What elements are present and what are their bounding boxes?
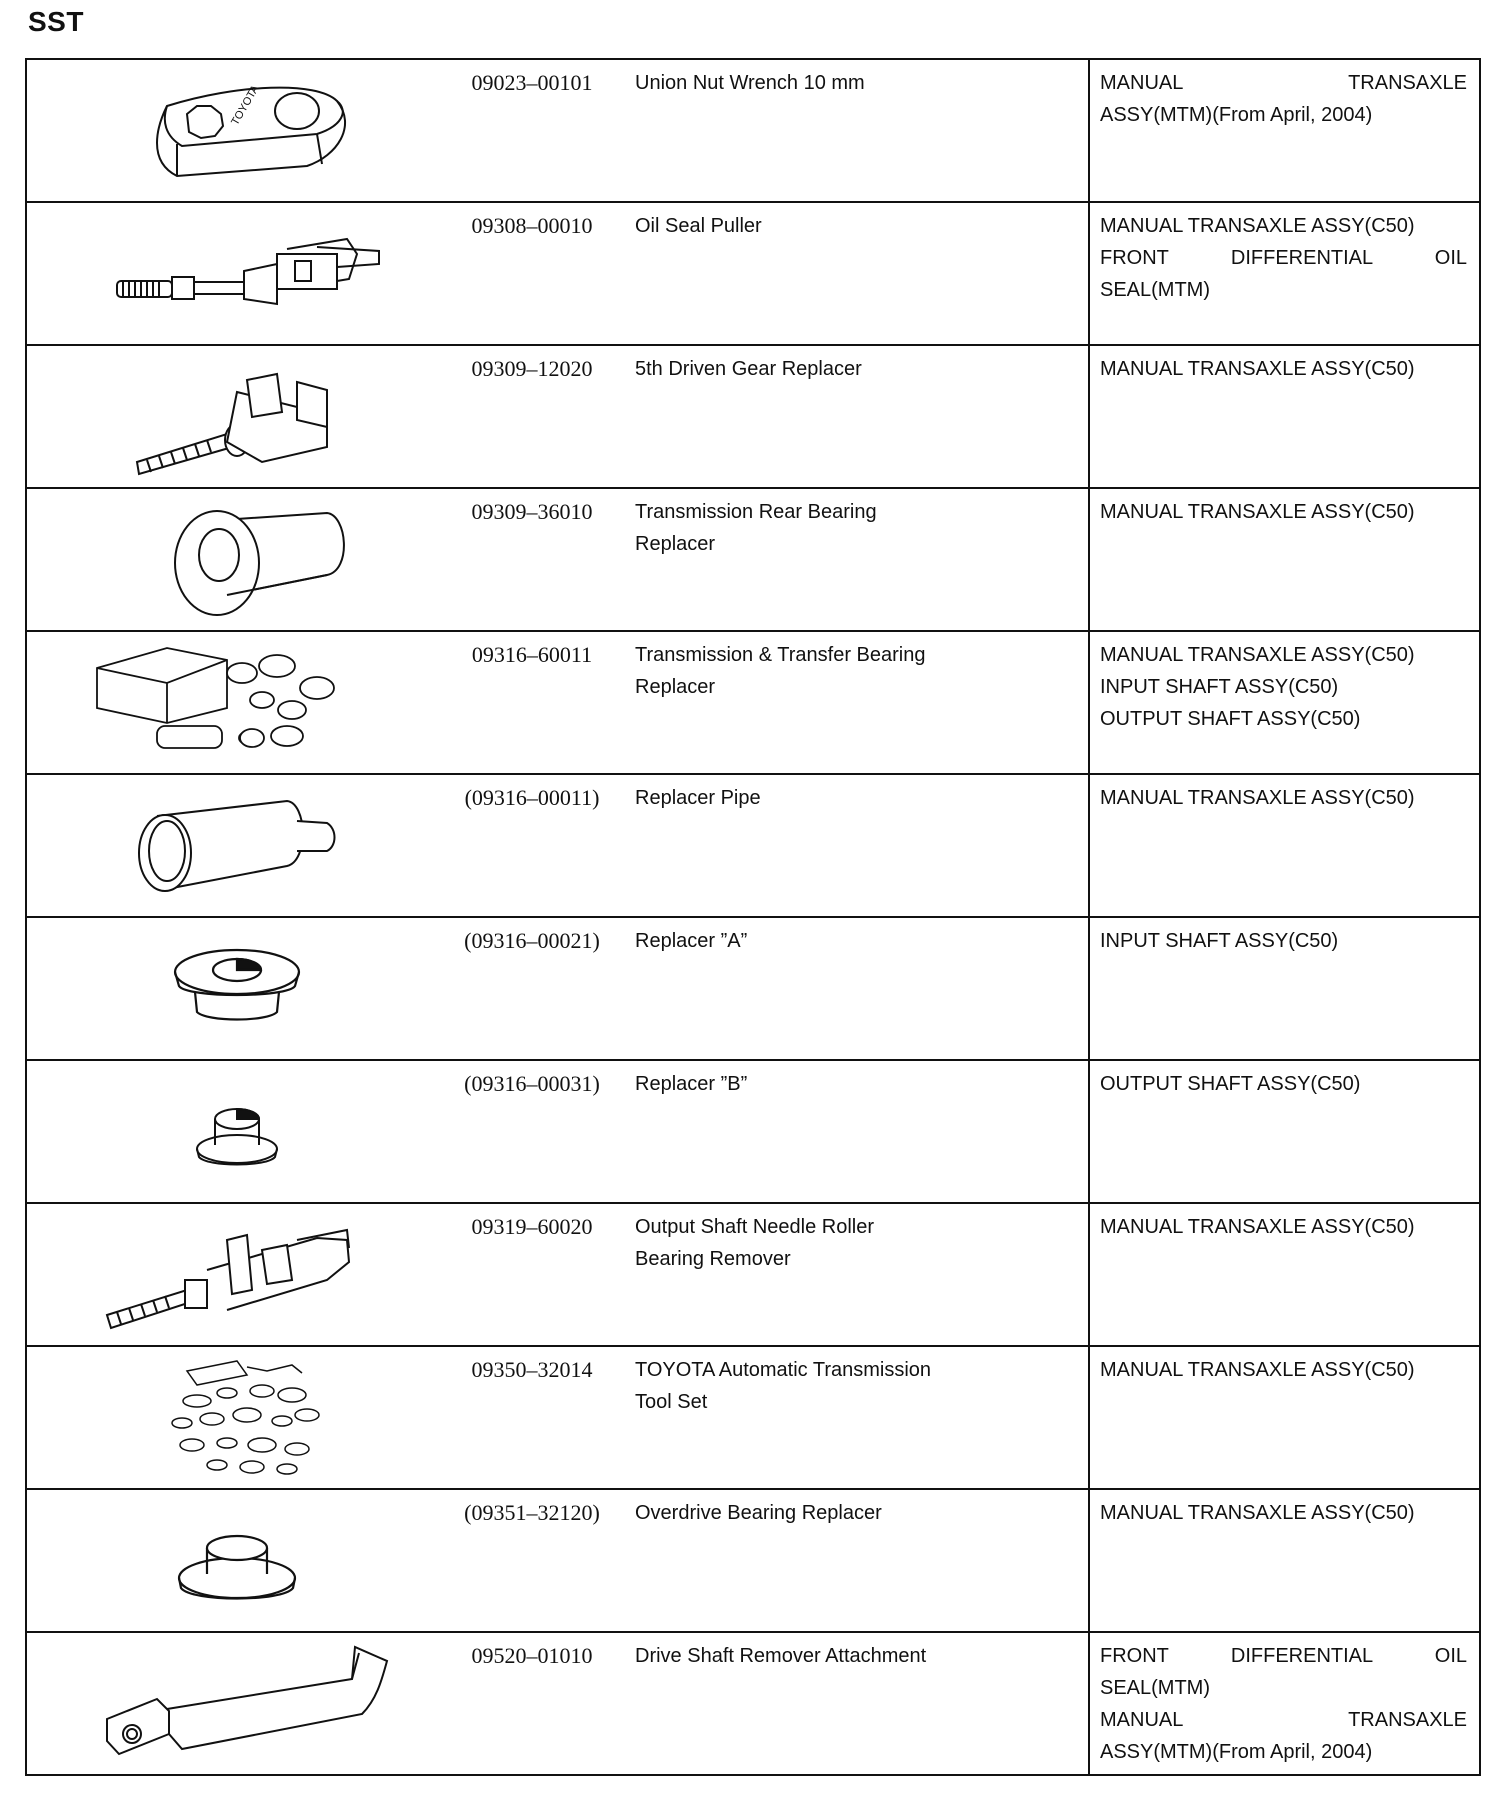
table-row [26, 1346, 1480, 1489]
usage-text [1090, 775, 1479, 814]
tool-name [635, 1497, 985, 1529]
usage-text [1090, 1204, 1479, 1243]
usage-text [1090, 1633, 1479, 1768]
bearing-replacer-icon [87, 495, 427, 623]
part-number: (09316–00011) [464, 785, 600, 810]
tool-illustration [87, 495, 427, 623]
tool-name-line: Tool Set [635, 1391, 708, 1413]
replacer-b-icon [87, 1067, 427, 1195]
tool-cell [26, 774, 1089, 917]
usage-line: SEAL(MTM) [1100, 279, 1210, 301]
part-number: 09309–36010 [471, 499, 593, 524]
usage-text [1090, 203, 1479, 306]
usage-cell [1089, 774, 1480, 917]
tool-illustration [87, 1639, 427, 1767]
usage-cell [1089, 59, 1480, 202]
oil-seal-puller-icon [87, 209, 427, 337]
usage-cell [1089, 1203, 1480, 1346]
tool-illustration [87, 1067, 427, 1195]
part-number: 09319–60020 [471, 1214, 593, 1239]
table-row [26, 488, 1480, 631]
usage-line: MANUAL TRANSAXLE ASSY(C50) [1100, 1502, 1415, 1524]
tool-name [635, 1640, 985, 1672]
tool-illustration [87, 1210, 427, 1338]
table-row [26, 345, 1480, 488]
usage-line: MANUAL TRANSAXLE ASSY(C50) [1100, 1216, 1415, 1238]
usage-text [1090, 1490, 1479, 1529]
part-number: (09316–00021) [464, 928, 600, 953]
tool-name-line: Drive Shaft Remover Attachment [635, 1645, 927, 1667]
usage-cell [1089, 1060, 1480, 1203]
replacer-a-icon [87, 924, 427, 1052]
tool-cell [26, 488, 1089, 631]
tool-name [635, 1068, 985, 1100]
tool-name-line: Oil Seal Puller [635, 215, 762, 237]
usage-line: FRONT DIFFERENTIAL OIL [1100, 247, 1467, 269]
gear-replacer-icon [87, 352, 427, 480]
part-number: 09309–12020 [471, 356, 593, 381]
usage-text [1090, 60, 1479, 131]
tool-illustration [87, 1353, 427, 1481]
table-row [26, 631, 1480, 774]
union-nut-wrench-icon [87, 66, 427, 194]
usage-text [1090, 489, 1479, 528]
usage-cell [1089, 488, 1480, 631]
tool-name-line: 5th Driven Gear Replacer [635, 358, 862, 380]
usage-line: FRONT DIFFERENTIAL OIL [1100, 1645, 1467, 1667]
usage-cell [1089, 202, 1480, 345]
bearing-replacer-set-icon [87, 638, 427, 766]
usage-line: MANUAL TRANSAXLE ASSY(C50) [1100, 644, 1415, 666]
tool-name-line: Union Nut Wrench 10 mm [635, 72, 865, 94]
svg-text:TOYOTA: TOYOTA [229, 83, 262, 128]
sst-table [25, 58, 1481, 1776]
usage-line: MANUAL TRANSAXLE [1100, 72, 1467, 94]
tool-name [635, 1211, 985, 1275]
tool-name-line: TOYOTA Automatic Transmission [635, 1359, 932, 1381]
usage-line: INPUT SHAFT ASSY(C50) [1100, 930, 1339, 952]
usage-cell [1089, 1346, 1480, 1489]
tool-name [635, 353, 985, 385]
usage-line: MANUAL TRANSAXLE ASSY(C50) [1100, 358, 1415, 380]
replacer-pipe-icon [87, 781, 427, 909]
tool-name [635, 925, 985, 957]
usage-line: OUTPUT SHAFT ASSY(C50) [1100, 708, 1361, 730]
usage-line: MANUAL TRANSAXLE [1100, 1709, 1467, 1731]
usage-line: ASSY(MTM)(From April, 2004) [1100, 104, 1373, 126]
tool-cell [26, 917, 1089, 1060]
part-number: (09351–32120) [464, 1500, 600, 1525]
usage-line: MANUAL TRANSAXLE ASSY(C50) [1100, 501, 1415, 523]
tool-name-line: Transmission Rear Bearing [635, 501, 877, 523]
part-number: 09316–60011 [471, 642, 593, 667]
part-number: (09316–00031) [464, 1071, 600, 1096]
table-row [26, 774, 1480, 917]
tool-cell [26, 1489, 1089, 1632]
usage-cell [1089, 917, 1480, 1060]
overdrive-bearing-replacer-icon [87, 1496, 427, 1624]
tool-cell [26, 202, 1089, 345]
usage-line: ASSY(MTM)(From April, 2004) [1100, 1741, 1373, 1763]
tool-name [635, 1354, 985, 1418]
tool-cell [26, 1632, 1089, 1775]
usage-text [1090, 1347, 1479, 1386]
tool-cell [26, 59, 1089, 202]
bearing-remover-icon [87, 1210, 427, 1338]
tool-illustration [87, 1496, 427, 1624]
drive-shaft-remover-icon [87, 1639, 427, 1767]
part-number: 09308–00010 [471, 213, 593, 238]
usage-text [1090, 918, 1479, 957]
usage-text [1090, 346, 1479, 385]
tool-name [635, 210, 985, 242]
tool-illustration [87, 638, 427, 766]
tool-name [635, 782, 985, 814]
usage-line: INPUT SHAFT ASSY(C50) [1100, 676, 1339, 698]
part-number: 09350–32014 [471, 1357, 593, 1382]
table-row [26, 1489, 1480, 1632]
tool-name [635, 639, 985, 703]
tool-set-icon [87, 1353, 427, 1481]
tool-cell [26, 1203, 1089, 1346]
part-number: 09023–00101 [471, 70, 593, 95]
tool-illustration [87, 781, 427, 909]
tool-name-line: Replacer ”B” [635, 1073, 748, 1095]
part-number: 09520–01010 [471, 1643, 593, 1668]
tool-name-line: Replacer [635, 676, 716, 698]
tool-name-line: Transmission & Transfer Bearing [635, 644, 926, 666]
tool-name-line: Replacer ”A” [635, 930, 748, 952]
tool-illustration [87, 66, 427, 194]
tool-name-line: Output Shaft Needle Roller [635, 1216, 875, 1238]
usage-cell [1089, 1632, 1480, 1775]
tool-name-line: Replacer [635, 533, 716, 555]
table-row [26, 917, 1480, 1060]
table-row [26, 1203, 1480, 1346]
tool-name-line: Overdrive Bearing Replacer [635, 1502, 882, 1524]
usage-text [1090, 632, 1479, 735]
table-row [26, 1632, 1480, 1775]
tool-cell [26, 1346, 1089, 1489]
tool-cell [26, 631, 1089, 774]
usage-line: SEAL(MTM) [1100, 1677, 1210, 1699]
tool-cell [26, 345, 1089, 488]
usage-line: MANUAL TRANSAXLE ASSY(C50) [1100, 215, 1415, 237]
tool-name-line: Replacer Pipe [635, 787, 761, 809]
tool-name [635, 67, 985, 99]
table-row [26, 1060, 1480, 1203]
table-row [26, 202, 1480, 345]
usage-line: MANUAL TRANSAXLE ASSY(C50) [1100, 1359, 1415, 1381]
tool-name-line: Bearing Remover [635, 1248, 791, 1270]
usage-line: MANUAL TRANSAXLE ASSY(C50) [1100, 787, 1415, 809]
usage-cell [1089, 631, 1480, 774]
page-title: SST [28, 6, 84, 37]
usage-cell [1089, 1489, 1480, 1632]
usage-text [1090, 1061, 1479, 1100]
usage-line: OUTPUT SHAFT ASSY(C50) [1100, 1073, 1361, 1095]
tool-illustration [87, 352, 427, 480]
tool-illustration [87, 924, 427, 1052]
tool-name [635, 496, 985, 560]
tool-illustration [87, 209, 427, 337]
usage-cell [1089, 345, 1480, 488]
tool-cell [26, 1060, 1089, 1203]
table-row [26, 59, 1480, 202]
